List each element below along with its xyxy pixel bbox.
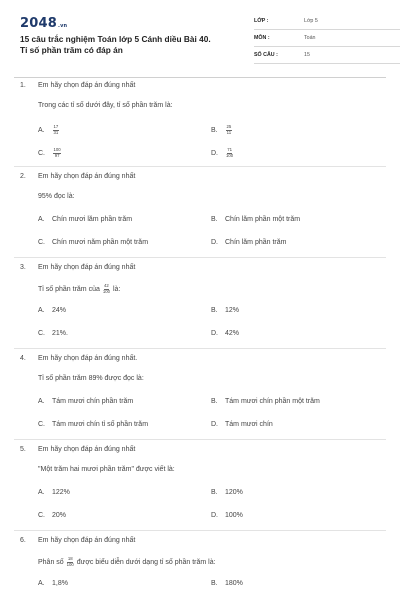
option-text: 120% — [225, 489, 243, 496]
question-text: "Một trăm hai mươi phần trăm" được viết là: — [38, 466, 175, 473]
option-letter: B. — [211, 127, 218, 135]
question-divider — [14, 166, 386, 167]
denominator: 31 — [53, 129, 59, 135]
meta-label: MÔN : — [254, 35, 270, 41]
option-letter: A. — [38, 307, 45, 314]
option-letter: D. — [211, 421, 218, 428]
question-prompt: Em hãy chọn đáp án đúng nhất — [38, 264, 136, 271]
option-letter: A. — [38, 489, 45, 496]
question-prompt: Em hãy chọn đáp án đúng nhất — [38, 173, 136, 180]
option-a[interactable] — [38, 216, 132, 223]
fraction — [53, 148, 61, 159]
question-divider — [14, 257, 386, 258]
question-text: 95% đọc là: — [38, 193, 75, 200]
meta-row-count — [254, 50, 400, 64]
meta-label: LỚP : — [254, 18, 269, 24]
option-text: 20% — [52, 512, 67, 519]
option-letter: B. — [211, 489, 218, 496]
fraction — [226, 148, 233, 159]
option-text: 122% — [52, 489, 70, 496]
option-letter: C. — [38, 150, 45, 158]
numerator: 71 — [227, 147, 232, 152]
option-b[interactable] — [211, 398, 320, 405]
option-text: Chín mươi lăm phần trăm — [52, 216, 133, 223]
option-text: 1,8% — [52, 580, 68, 587]
option-letter: D. — [211, 330, 218, 337]
question-text: Tỉ số phần trăm 89% được đọc là: — [38, 375, 144, 382]
question-number: 6. — [20, 537, 26, 544]
option-letter: B. — [211, 398, 218, 405]
option-letter: D. — [211, 512, 218, 519]
meta-row-grade — [254, 16, 400, 30]
option-c[interactable] — [38, 421, 148, 428]
option-letter: A. — [38, 127, 45, 135]
option-text: Chín mươi năm phần một trăm — [52, 239, 149, 246]
option-letter: C. — [38, 512, 45, 519]
meta-value: Toán — [304, 35, 316, 41]
option-text: 180% — [225, 580, 243, 587]
option-a[interactable] — [38, 307, 66, 314]
option-b[interactable] — [211, 216, 300, 223]
numerator: 17 — [53, 124, 59, 129]
option-a[interactable] — [38, 125, 60, 136]
question-prompt: Em hãy chọn đáp án đúng nhất. — [38, 355, 138, 362]
meta-info — [254, 16, 400, 67]
question-prompt: Em hãy chọn đáp án đúng nhất — [38, 537, 136, 544]
option-text: Chín lăm phần một trăm — [225, 216, 301, 223]
numerator: 25 — [226, 124, 232, 129]
question-number: 2. — [20, 173, 26, 180]
question-text: Trong các tỉ số dưới đây, tỉ số phần trăm là: — [38, 102, 173, 109]
meta-label: SỐ CÂU : — [254, 52, 278, 58]
option-a[interactable] — [38, 489, 70, 496]
option-letter: C. — [38, 330, 45, 337]
denominator: 11 — [226, 129, 232, 135]
option-text: Chín lăm phần trăm — [225, 239, 287, 246]
option-letter: D. — [211, 239, 218, 246]
option-a[interactable] — [38, 580, 68, 587]
meta-row-subject — [254, 33, 400, 47]
header-divider — [14, 77, 386, 78]
option-b[interactable] — [211, 489, 243, 496]
question-number: 1. — [20, 82, 26, 89]
denominator: 97 — [54, 152, 60, 158]
denominator: 100 — [66, 561, 74, 567]
option-d[interactable] — [211, 148, 234, 159]
question-prompt: Em hãy chọn đáp án đúng nhất — [38, 82, 136, 89]
numerator: 42 — [104, 283, 109, 288]
fraction — [103, 284, 110, 295]
option-text: Tám mươi chín phần trăm — [52, 398, 134, 405]
question-text — [38, 284, 120, 295]
option-letter: C. — [38, 239, 45, 246]
meta-value: Lớp 5 — [304, 18, 318, 24]
page-title: 15 câu trắc nghiệm Toán lớp 5 Cánh diều Bài 40. Tỉ số phần trăm có đáp án — [20, 34, 211, 55]
question-text — [38, 557, 216, 568]
question-divider — [14, 439, 386, 440]
option-text: 12% — [225, 307, 240, 314]
option-letter: B. — [211, 307, 218, 314]
option-text: 21%. — [52, 330, 68, 337]
option-b[interactable] — [211, 125, 233, 136]
site-logo[interactable] — [20, 16, 67, 31]
option-d[interactable] — [211, 330, 239, 337]
option-letter: C. — [38, 421, 45, 428]
text-segment: là: — [112, 286, 121, 294]
option-letter: A. — [38, 580, 45, 587]
fraction — [226, 125, 232, 136]
logo-suffix: .vn — [57, 23, 68, 29]
option-d[interactable] — [211, 512, 243, 519]
option-c[interactable] — [38, 148, 62, 159]
question-number: 5. — [20, 446, 26, 453]
option-letter: D. — [211, 150, 218, 158]
question-number: 4. — [20, 355, 26, 362]
numerator: 18 — [67, 556, 73, 561]
question-divider — [14, 530, 386, 531]
option-text: 24% — [52, 307, 67, 314]
option-b[interactable] — [211, 307, 239, 314]
text-segment: Phân số — [38, 559, 64, 567]
option-b[interactable] — [211, 580, 243, 587]
fraction — [53, 125, 59, 136]
option-c[interactable] — [38, 239, 148, 246]
option-text: 42% — [225, 330, 240, 337]
text-segment: Tỉ số phần trăm của — [38, 286, 100, 294]
question-prompt: Em hãy chọn đáp án đúng nhất — [38, 446, 136, 453]
option-text: Tám mươi chín phần một trăm — [225, 398, 320, 405]
option-letter: B. — [211, 580, 218, 587]
option-d[interactable] — [211, 239, 286, 246]
denominator: 100 — [226, 152, 234, 158]
numerator: 100 — [53, 147, 61, 152]
option-letter: B. — [211, 216, 218, 223]
option-text: 100% — [225, 512, 243, 519]
option-letter: A. — [38, 398, 45, 405]
denominator: 100 — [102, 288, 110, 294]
fraction — [67, 557, 74, 568]
option-a[interactable] — [38, 398, 133, 405]
question-divider — [14, 348, 386, 349]
option-text: Tám mươi chín tỉ số phần trăm — [52, 421, 149, 428]
page-header — [20, 12, 380, 74]
option-d[interactable] — [211, 421, 273, 428]
text-segment: được biểu diễn dưới dạng tỉ số phần trăm là: — [76, 559, 216, 567]
option-text: Tám mươi chín — [225, 421, 273, 428]
question-number: 3. — [20, 264, 26, 271]
meta-value: 15 — [304, 52, 310, 58]
option-letter: A. — [38, 216, 45, 223]
logo-text: 2048 — [20, 16, 57, 31]
option-c[interactable] — [38, 512, 66, 519]
option-c[interactable] — [38, 330, 68, 337]
